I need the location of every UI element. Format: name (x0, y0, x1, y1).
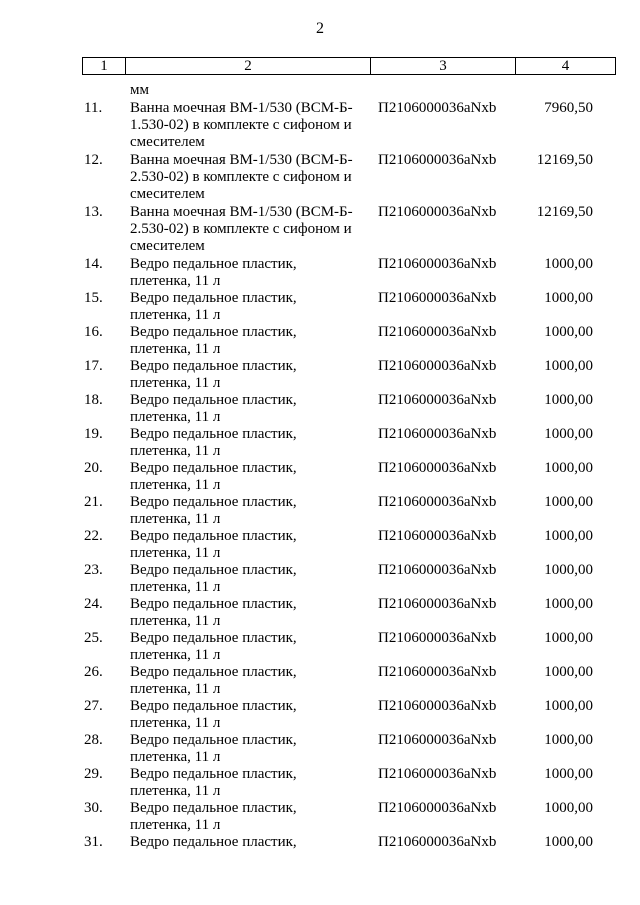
row-number: 28. (84, 732, 103, 748)
column-header-2: 2 (126, 58, 371, 75)
column-header-4: 4 (516, 58, 616, 75)
item-name: Ведро педальное пластик, плетенка, 11 л (130, 426, 297, 459)
item-code: П2106000036aNxb (378, 100, 497, 116)
row-number: 23. (84, 562, 103, 578)
item-price: 1000,00 (544, 562, 593, 578)
column-header-table (82, 57, 616, 75)
row-number: 29. (84, 766, 103, 782)
item-code: П2106000036aNxb (378, 358, 497, 374)
item-price: 1000,00 (544, 324, 593, 340)
item-price: 1000,00 (544, 834, 593, 850)
item-name: Ванна моечная ВМ-1/530 (ВСМ-Б- 2.530-02) в комплекте с сифоном и смесителем (130, 204, 353, 254)
item-price: 7960,50 (544, 100, 593, 116)
item-name: Ведро педальное пластик, плетенка, 11 л (130, 732, 297, 765)
row-number: 21. (84, 494, 103, 510)
item-price: 12169,50 (536, 204, 593, 220)
item-name: Ведро педальное пластик, плетенка, 11 л (130, 562, 297, 595)
item-code: П2106000036aNxb (378, 426, 497, 442)
item-price: 1000,00 (544, 630, 593, 646)
item-code: П2106000036aNxb (378, 562, 497, 578)
item-code: П2106000036aNxb (378, 596, 497, 612)
item-name: Ведро педальное пластик, плетенка, 11 л (130, 494, 297, 527)
row-number: 20. (84, 460, 103, 476)
item-code: П2106000036aNxb (378, 630, 497, 646)
item-name: Ведро педальное пластик, плетенка, 11 л (130, 630, 297, 663)
item-name: Ванна моечная ВМ-1/530 (ВСМ-Б- 2.530-02) в комплекте с сифоном и смесителем (130, 152, 353, 202)
item-price: 1000,00 (544, 426, 593, 442)
item-name: Ведро педальное пластик, плетенка, 11 л (130, 358, 297, 391)
item-name: Ведро педальное пластик, плетенка, 11 л (130, 664, 297, 697)
item-price: 1000,00 (544, 256, 593, 272)
row-number: 14. (84, 256, 103, 272)
item-code: П2106000036aNxb (378, 392, 497, 408)
item-name: Ведро педальное пластик, плетенка, 11 л (130, 766, 297, 799)
row-number: 17. (84, 358, 103, 374)
item-price: 1000,00 (544, 664, 593, 680)
item-code: П2106000036aNxb (378, 290, 497, 306)
item-code: П2106000036aNxb (378, 528, 497, 544)
row-number: 11. (84, 100, 103, 116)
item-name: Ванна моечная ВМ-1/530 (ВСМ-Б- 1.530-02) в комплекте с сифоном и смесителем (130, 100, 353, 150)
item-name: Ведро педальное пластик, плетенка, 11 л (130, 596, 297, 629)
item-name: Ведро педальное пластик, плетенка, 11 л (130, 290, 297, 323)
row-number: 19. (84, 426, 103, 442)
row-number: 24. (84, 596, 103, 612)
item-code: П2106000036aNxb (378, 698, 497, 714)
item-code: П2106000036aNxb (378, 732, 497, 748)
item-code: П2106000036aNxb (378, 494, 497, 510)
item-price: 12169,50 (536, 152, 593, 168)
item-code: П2106000036aNxb (378, 324, 497, 340)
item-price: 1000,00 (544, 290, 593, 306)
row-number: 22. (84, 528, 103, 544)
item-name: Ведро педальное пластик, (130, 834, 297, 850)
item-code: П2106000036aNxb (378, 460, 497, 476)
column-header-row (83, 58, 616, 75)
item-name: Ведро педальное пластик, плетенка, 11 л (130, 800, 297, 833)
row-number: 26. (84, 664, 103, 680)
row-number: 12. (84, 152, 103, 168)
item-price: 1000,00 (544, 358, 593, 374)
item-code: П2106000036aNxb (378, 664, 497, 680)
row-number: 27. (84, 698, 103, 714)
item-code: П2106000036aNxb (378, 204, 497, 220)
carryover-text: мм (130, 82, 149, 98)
column-header-1: 1 (83, 58, 126, 75)
page-number: 2 (316, 20, 324, 37)
item-name: Ведро педальное пластик, плетенка, 11 л (130, 698, 297, 731)
item-name: Ведро педальное пластик, плетенка, 11 л (130, 324, 297, 357)
row-number: 16. (84, 324, 103, 340)
item-price: 1000,00 (544, 596, 593, 612)
item-price: 1000,00 (544, 392, 593, 408)
row-number: 18. (84, 392, 103, 408)
column-header-3: 3 (371, 58, 516, 75)
item-code: П2106000036aNxb (378, 152, 497, 168)
row-number: 13. (84, 204, 103, 220)
item-price: 1000,00 (544, 698, 593, 714)
item-name: Ведро педальное пластик, плетенка, 11 л (130, 392, 297, 425)
row-number: 31. (84, 834, 103, 850)
item-price: 1000,00 (544, 494, 593, 510)
item-price: 1000,00 (544, 800, 593, 816)
item-code: П2106000036aNxb (378, 800, 497, 816)
item-price: 1000,00 (544, 766, 593, 782)
item-price: 1000,00 (544, 528, 593, 544)
row-number: 30. (84, 800, 103, 816)
item-code: П2106000036aNxb (378, 256, 497, 272)
row-number: 15. (84, 290, 103, 306)
item-code: П2106000036aNxb (378, 766, 497, 782)
item-price: 1000,00 (544, 732, 593, 748)
item-name: Ведро педальное пластик, плетенка, 11 л (130, 460, 297, 493)
row-number: 25. (84, 630, 103, 646)
item-price: 1000,00 (544, 460, 593, 476)
item-name: Ведро педальное пластик, плетенка, 11 л (130, 528, 297, 561)
item-name: Ведро педальное пластик, плетенка, 11 л (130, 256, 297, 289)
item-code: П2106000036aNxb (378, 834, 497, 850)
